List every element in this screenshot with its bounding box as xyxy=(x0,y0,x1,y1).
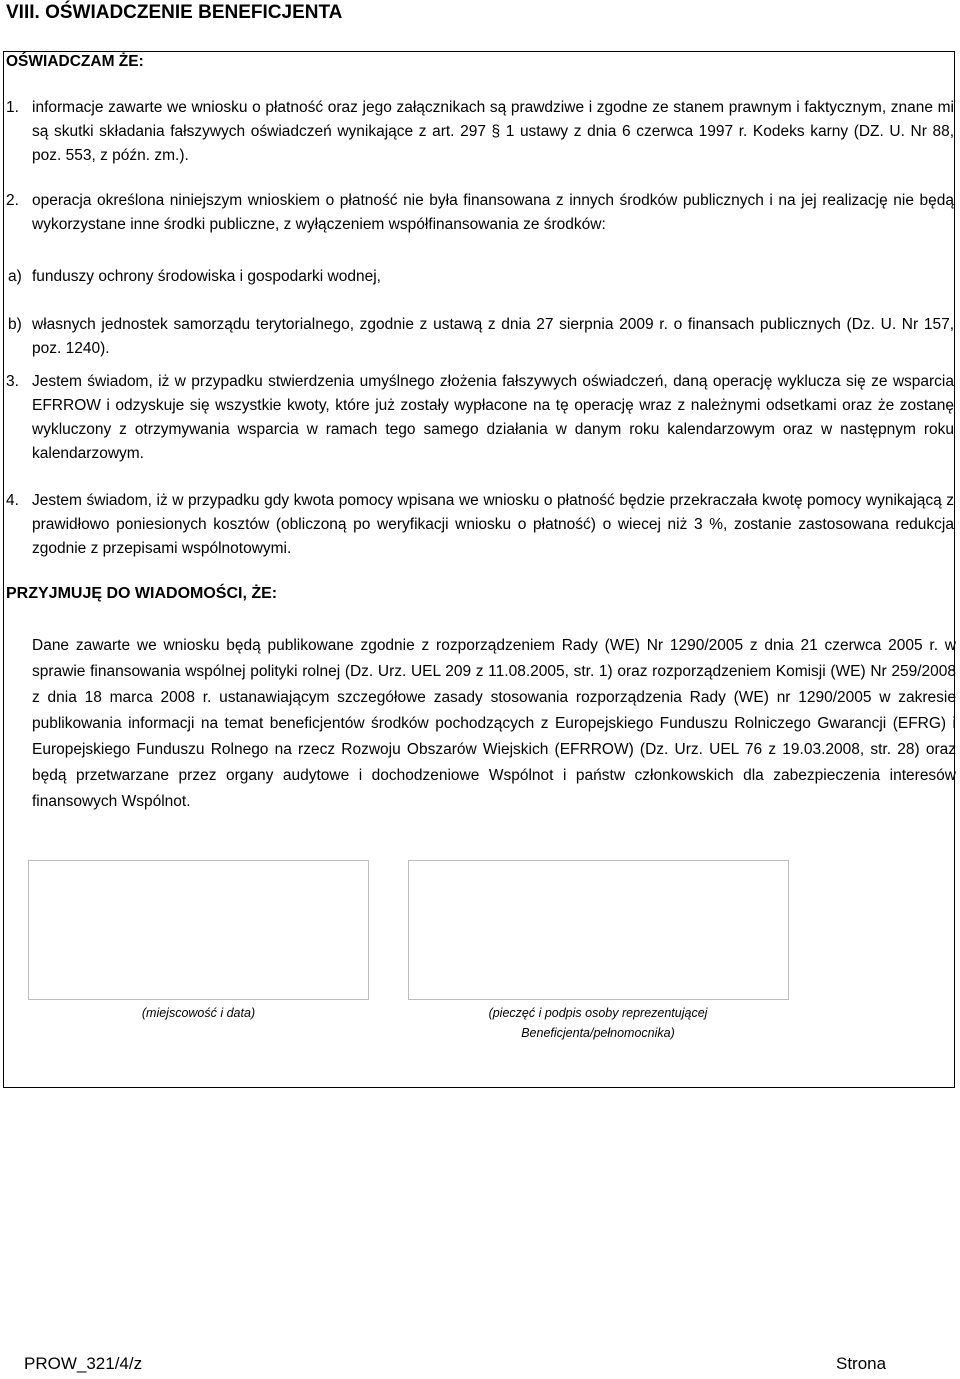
sub-item-label: a) xyxy=(8,268,22,285)
item-number: 1. xyxy=(6,99,19,116)
item-text: operacja określona niniejszym wnioskiem o płatność nie była finansowana z innych środków publicznych i na jej realizację nie będą wykorzystane inne środki publiczne, z wyłączeniem współfinansowania ze środków: xyxy=(32,192,954,233)
declaration-item-4 xyxy=(6,489,954,561)
declare-heading: OŚWIADCZAM ŻE: xyxy=(6,53,144,70)
sub-item-b xyxy=(8,313,954,361)
item-number: 3. xyxy=(6,373,19,390)
item-number: 2. xyxy=(6,192,19,209)
form-code: PROW_321/4/z xyxy=(24,1354,143,1373)
item-text: informacje zawarte we wniosku o płatność oraz jego załącznikach są prawdziwe i zgodne ze stanem prawnym i faktycznym, znane mi są skutki składania fałszywych oświadczeń wynikające z art. 297 § 1 ustawy z dnia 6 czerwca 1997 r. Kodeks karny (DZ. U. Nr 88, poz. 553, z późn. zm.). xyxy=(32,99,954,164)
sub-item-text: funduszy ochrony środowiska i gospodarki wodnej, xyxy=(32,268,381,285)
declaration-item-1 xyxy=(6,96,954,168)
section-title: VIII. OŚWIADCZENIE BENEFICJENTA xyxy=(6,2,343,23)
item-text: Jestem świadom, iż w przypadku gdy kwota pomocy wpisana we wniosku o płatność będzie przekraczała kwotę pomocy wynikającą z prawidłowo poniesionych kosztów (obliczoną po weryfikacji wniosku o płatność) o wiecej niż 3 %, zostanie zastosowana redukcja zgodnie z przepisami wspólnotowymi. xyxy=(32,492,954,557)
place-date-caption: (miejscowość i data) xyxy=(141,1006,256,1020)
declaration-item-2 xyxy=(6,189,954,237)
sub-item-text: własnych jednostek samorządu terytorialnego, zgodnie z ustawą z dnia 27 sierpnia 2009 r. o finansach publicznych (Dz. U. Nr 157, poz. 1240). xyxy=(32,316,954,357)
item-text: Jestem świadom, iż w przypadku stwierdzenia umyślnego złożenia fałszywych oświadczeń, daną operację wyklucza się ze wsparcia EFRROW i odzyskuje się wszystkie kwoty, które już zostały wypłacone na tę operację wraz z należnymi odsetkami oraz że zostanę wykluczony z otrzymywania wsparcia w ramach tego samego działania w danym roku kalendarzowym oraz w następnym roku kalendarzowym. xyxy=(32,373,954,462)
item-number: 4. xyxy=(6,492,19,509)
page-label: Strona xyxy=(836,1354,887,1373)
signature-caption-line-1: (pieczęć i podpis osoby reprezentującej xyxy=(488,1006,708,1020)
signature-stamp-field[interactable] xyxy=(408,860,789,1000)
place-date-field[interactable] xyxy=(28,860,369,1000)
signature-caption xyxy=(398,1003,798,1043)
sub-item-a xyxy=(8,265,954,289)
sub-item-label: b) xyxy=(8,316,22,333)
acknowledge-heading: PRZYJMUJĘ DO WIADOMOŚCI, ŻE: xyxy=(6,585,278,602)
declaration-item-3 xyxy=(6,370,954,466)
acknowledge-text: Dane zawarte we wniosku będą publikowane zgodnie z rozporządzeniem Rady (WE) Nr 1290/2005 z dnia 21 czerwca 2005 r. w sprawie finansowania wspólnej polityki rolnej (Dz. Urz. UEL 209 z 11.08.2005, str. 1) oraz rozporządzeniem Komisji (WE) Nr 259/2008 z dnia 18 marca 2008 r. ustanawiającym szczegółowe zasady stosowania rozporządzenia Rady (WE) nr 1290/2005 w zakresie publikowania informacji na temat beneficjentów środków pochodzących z Europejskiego Funduszu Rolniczego Gwarancji (EFRG) i Europejskiego Funduszu Rolnego na rzecz Rozwoju Obszarów Wiejskich (EFRROW) (Dz. Urz. UEL 76 z 19.03.2008, str. 28) oraz będą przetwarzane przez organy audytowe i dochodzeniowe Wspólnot i państw członkowskich dla zabezpieczenia interesów finansowych Wspólnot. xyxy=(32,637,956,810)
signature-caption-line-2: Beneficjenta/pełnomocnika) xyxy=(521,1026,675,1040)
